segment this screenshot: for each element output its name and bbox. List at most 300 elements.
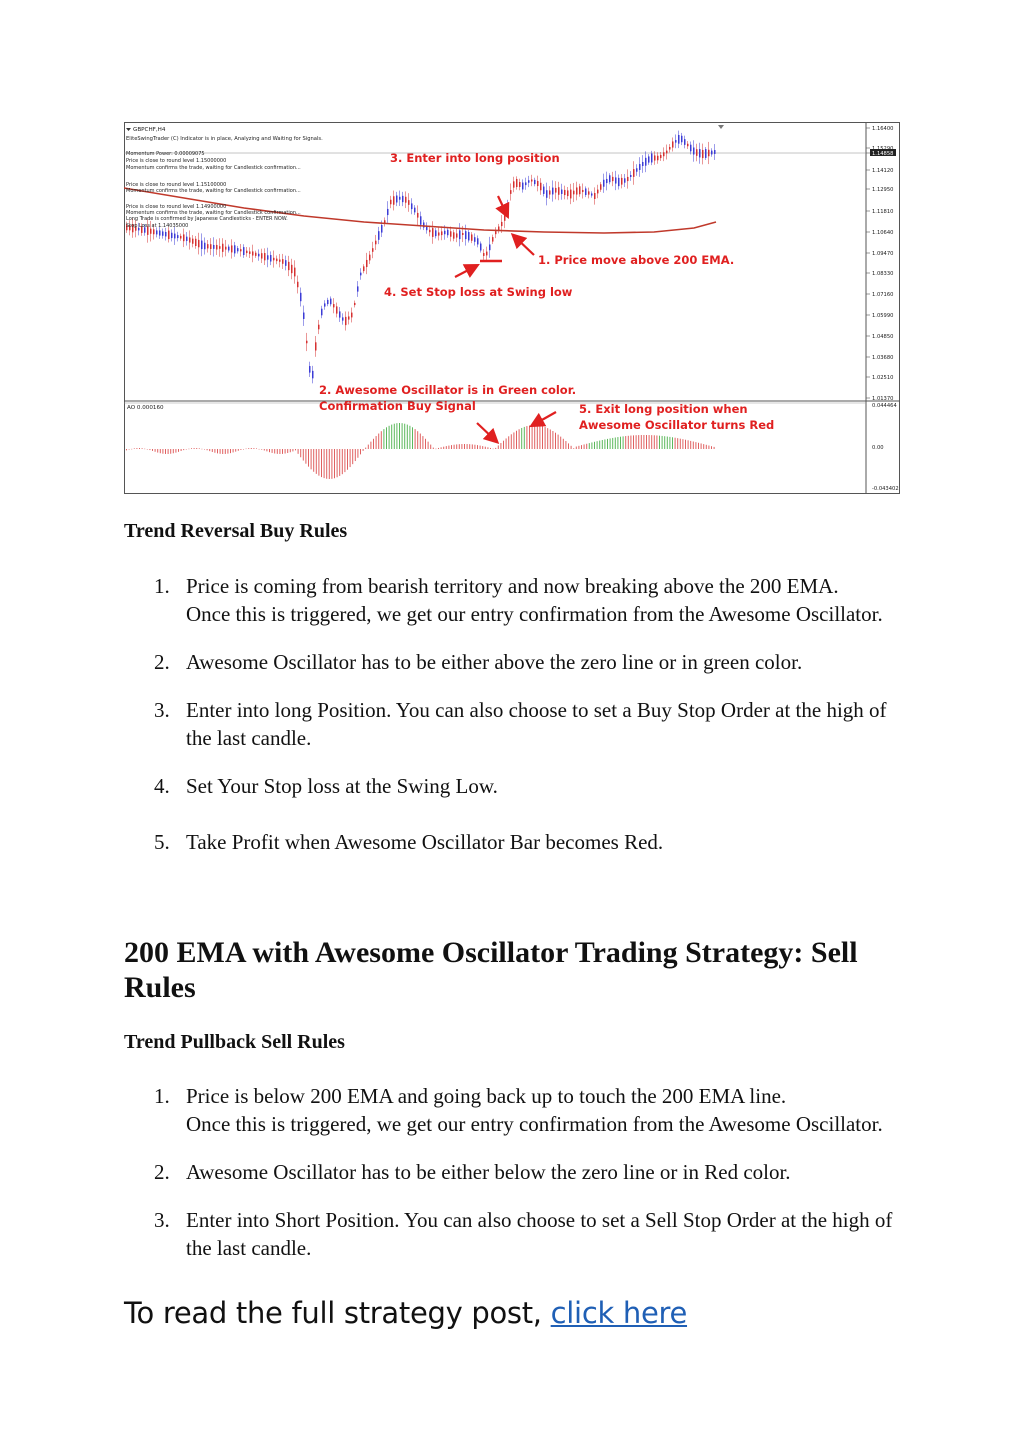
ao-bar <box>438 448 439 449</box>
candle-body <box>459 230 461 239</box>
candle-body <box>303 313 305 319</box>
sell-rules-title: 200 EMA with Awesome Oscillator Trading Strategy: Sell Rules <box>124 936 858 1004</box>
ao-bar <box>136 448 137 449</box>
ao-bar <box>667 437 668 449</box>
ao-bar <box>586 444 587 449</box>
candle-body <box>678 135 680 144</box>
ao-bar <box>669 437 670 449</box>
candle-body <box>357 286 359 291</box>
list-number: 3. <box>154 698 170 722</box>
candle-body <box>210 244 212 249</box>
candle-body <box>219 246 221 249</box>
ao-bar <box>456 444 457 449</box>
ao-bar <box>422 436 423 449</box>
sell-rules-heading: Trend Pullback Sell Rules <box>124 1031 345 1053</box>
ao-bar <box>235 449 236 452</box>
ao-bar <box>420 434 421 449</box>
ao-bar <box>662 436 663 449</box>
ao-bar <box>602 440 603 449</box>
candle-body <box>696 149 698 156</box>
candle-body <box>330 299 332 305</box>
candle-body <box>483 253 485 256</box>
ao-bar <box>303 449 304 461</box>
ao-tick-label: 0.044464 <box>872 403 897 409</box>
annotation-3: 3. Enter into long position <box>390 151 560 165</box>
candle-body <box>687 144 689 146</box>
list-number: 4. <box>154 774 170 798</box>
ao-bar <box>474 445 475 449</box>
price-tick-label: 1.08330 <box>872 271 894 277</box>
candle-body <box>522 183 524 190</box>
candle-body <box>264 253 266 260</box>
click-here-link[interactable]: click here <box>550 1296 688 1330</box>
candle-body <box>630 175 632 177</box>
ao-bar <box>178 449 179 452</box>
candle-body <box>561 190 563 194</box>
ao-bar <box>321 449 322 477</box>
ao-bar <box>521 428 522 449</box>
chart-symbol: GBPCHF,H4 <box>133 127 166 133</box>
ao-bar <box>207 449 208 450</box>
candle-body <box>405 197 407 203</box>
ao-bar <box>537 425 538 449</box>
ao-bar <box>157 449 158 453</box>
ao-bar <box>529 425 530 449</box>
candle-body <box>279 260 281 262</box>
ao-bar <box>630 436 631 449</box>
ao-bar <box>243 449 244 450</box>
candle-body <box>492 237 494 241</box>
candle-body <box>414 208 416 213</box>
candle-body <box>183 234 185 241</box>
ao-bar <box>682 439 683 449</box>
candle-body <box>504 215 506 221</box>
candle-body <box>189 237 191 242</box>
ao-bar <box>399 423 400 449</box>
ao-bar <box>181 449 182 451</box>
list-text-continued: Once this is triggered, we get our entry confirmation from the Awesome Oscillator. <box>186 602 883 626</box>
candle-body <box>705 149 707 158</box>
list-text: Awesome Oscillator has to be either below the zero line or in Red color. <box>186 1160 791 1184</box>
candle-body <box>288 262 290 270</box>
candle-body <box>540 183 542 191</box>
ao-bar <box>165 449 166 454</box>
ao-bar <box>220 449 221 454</box>
candle-body <box>597 190 599 194</box>
ao-bar <box>188 449 189 450</box>
ao-bar <box>378 434 379 449</box>
ao-bar <box>680 439 681 449</box>
ao-bar <box>305 449 306 464</box>
buy-rule-item-4 <box>124 772 904 800</box>
sell-rule-item-2 <box>124 1158 904 1186</box>
candle-body <box>315 342 317 350</box>
candle-body <box>663 152 665 156</box>
ao-bar <box>269 449 270 452</box>
candle-body <box>411 203 413 209</box>
candle-body <box>507 206 509 211</box>
candle-body <box>252 251 254 255</box>
ao-bar <box>334 449 335 478</box>
ao-bar <box>555 433 556 449</box>
candle-body <box>216 245 218 250</box>
log-line: Price is close to round level 1.15000000 <box>126 158 227 164</box>
ao-bar <box>324 449 325 478</box>
ao-bar <box>217 449 218 453</box>
candle-body <box>615 177 617 183</box>
ao-bar <box>266 449 267 451</box>
list-number: 1. <box>154 1084 170 1108</box>
candle-body <box>363 266 365 271</box>
ao-bar <box>597 441 598 449</box>
ao-bar <box>664 436 665 449</box>
price-tick-label: 1.10640 <box>872 230 894 236</box>
price-tick-label: 1.05990 <box>872 313 894 319</box>
candle-body <box>564 190 566 195</box>
ao-bar <box>477 445 478 449</box>
ao-bar <box>357 449 358 458</box>
chart-indicator-line: EliteSwingTrader (C) Indicator is in place, Analyzing and Waiting for Signals. <box>126 136 323 142</box>
ao-bar <box>131 449 132 450</box>
ao-bar <box>196 448 197 449</box>
ao-bar <box>435 449 436 450</box>
candle-body <box>567 190 569 196</box>
candle-body <box>555 188 557 193</box>
candle-body <box>378 231 380 240</box>
ao-bar <box>261 449 262 450</box>
ao-bar <box>565 441 566 449</box>
list-text: Take Profit when Awesome Oscillator Bar becomes Red. <box>186 830 664 854</box>
ao-bar <box>558 435 559 449</box>
log-line: Momentum confirms the trade, waiting for Candlestick confirmation... <box>126 210 301 216</box>
candle-body <box>624 178 626 182</box>
candle-body <box>579 186 581 194</box>
buy-rule-item-2 <box>124 648 904 676</box>
candle-body <box>468 232 470 240</box>
ao-bar <box>573 448 574 449</box>
candle-body <box>333 304 335 307</box>
annotation-2-line2: Confirmation Buy Signal <box>319 399 476 413</box>
ao-bar <box>370 442 371 449</box>
candle-body <box>318 325 320 330</box>
buy-rule-item-3 <box>124 696 904 752</box>
ao-bar <box>703 444 704 449</box>
candle-body <box>327 300 329 304</box>
ao-bar <box>337 449 338 477</box>
ao-bar <box>581 445 582 449</box>
ao-bar <box>623 436 624 449</box>
candle-body <box>402 196 404 202</box>
ao-bar <box>701 443 702 449</box>
ao-bar <box>298 449 299 454</box>
ao-bar <box>256 448 257 449</box>
ao-bar <box>365 448 366 449</box>
candle-body <box>549 190 551 194</box>
ao-bar <box>467 444 468 449</box>
candle-body <box>381 225 383 233</box>
candle-body <box>429 230 431 232</box>
candle-body <box>651 154 653 163</box>
ao-bar <box>708 445 709 449</box>
candle-body <box>642 162 644 166</box>
price-tick-label: 1.07160 <box>872 292 894 298</box>
ao-bar <box>350 449 351 467</box>
ao-bar <box>147 449 148 450</box>
ao-bar <box>376 436 377 449</box>
candle-body <box>573 191 575 195</box>
candle-body <box>249 251 251 253</box>
ao-bar <box>246 449 247 450</box>
ao-bar <box>511 434 512 449</box>
ao-bar <box>368 445 369 449</box>
ao-bar <box>576 447 577 449</box>
ao-bar <box>295 449 296 450</box>
ao-bar <box>287 449 288 453</box>
ao-bar <box>168 449 169 454</box>
candle-body <box>609 175 611 182</box>
candle-body <box>453 232 455 238</box>
candle-body <box>207 244 209 248</box>
candle-body <box>444 231 446 235</box>
candle-body <box>612 177 614 181</box>
candle-body <box>387 209 389 215</box>
candle-body <box>258 254 260 257</box>
ao-bar <box>248 448 249 449</box>
ao-bar <box>214 449 215 453</box>
ao-bar <box>183 449 184 450</box>
candle-body <box>690 145 692 152</box>
ao-bar <box>672 437 673 449</box>
list-number: 5. <box>154 830 170 854</box>
price-tick-label: 1.02510 <box>872 375 894 381</box>
candle-body <box>594 193 596 199</box>
candle-body <box>519 182 521 187</box>
candle-body <box>300 293 302 301</box>
ao-bar <box>633 435 634 449</box>
candle-body <box>354 303 356 305</box>
ao-bar <box>342 449 343 474</box>
annotation-5-line1: 5. Exit long position when <box>579 402 748 416</box>
ao-bar <box>194 448 195 449</box>
buy-rules-list <box>124 572 904 876</box>
ao-bar <box>578 446 579 449</box>
ao-bar <box>620 437 621 449</box>
ao-bar <box>604 439 605 449</box>
ao-bar <box>417 431 418 449</box>
list-number: 3. <box>154 1208 170 1232</box>
ao-bar <box>506 438 507 449</box>
candle-body <box>432 228 434 237</box>
candle-body <box>672 141 674 147</box>
candle-body <box>648 156 650 162</box>
ao-bar <box>646 435 647 449</box>
ao-bar <box>695 442 696 449</box>
ao-bar <box>279 449 280 454</box>
candle-body <box>177 235 179 238</box>
candle-body <box>546 190 548 198</box>
candle-body <box>324 303 326 306</box>
candle-body <box>693 148 695 155</box>
candle-body <box>576 187 578 194</box>
candle-body <box>240 249 242 251</box>
ao-bar <box>300 449 301 457</box>
ao-bar <box>516 431 517 449</box>
ao-bar <box>402 423 403 449</box>
ao-bar <box>446 446 447 449</box>
ao-bar <box>659 436 660 449</box>
ao-bar <box>441 447 442 449</box>
candle-body <box>588 191 590 194</box>
candle-body <box>153 229 155 234</box>
ao-bar <box>251 448 252 449</box>
ao-bar <box>329 449 330 479</box>
trading-chart-screenshot <box>124 122 900 494</box>
ao-bar <box>568 443 569 449</box>
ao-bar <box>222 449 223 454</box>
ao-bar <box>339 449 340 476</box>
ao-bar <box>240 449 241 450</box>
ao-bar <box>313 449 314 472</box>
ao-bar <box>641 435 642 449</box>
ao-bar <box>547 428 548 449</box>
list-number: 2. <box>154 650 170 674</box>
candle-body <box>531 179 533 181</box>
ao-bar <box>139 448 140 449</box>
candle-body <box>270 255 272 261</box>
candle-body <box>456 233 458 237</box>
candle-body <box>366 260 368 267</box>
ao-bar <box>209 449 210 451</box>
candle-body <box>501 222 503 226</box>
price-tick-label: 1.12950 <box>872 187 894 193</box>
candle-body <box>582 190 584 192</box>
candle-body <box>534 180 536 184</box>
ao-bar <box>360 449 361 454</box>
ao-bar <box>199 448 200 449</box>
ao-bar <box>482 446 483 449</box>
log-line: Momentum confirms the trade, waiting for Candlestick confirmation... <box>126 188 301 194</box>
candle-body <box>711 151 713 155</box>
ao-bar <box>412 427 413 449</box>
candle-body <box>495 231 497 234</box>
candle-body <box>627 177 629 181</box>
ao-bar <box>636 435 637 449</box>
candle-body <box>201 241 203 249</box>
ao-bar <box>464 444 465 449</box>
candle-body <box>237 248 239 251</box>
ao-bar <box>534 425 535 449</box>
sell-rule-item-1 <box>124 1082 904 1138</box>
price-tick-label: 1.11810 <box>872 209 894 215</box>
candle-body <box>204 243 206 249</box>
ao-bar <box>526 426 527 449</box>
annotation-2-line1: 2. Awesome Oscillator is in Green color. <box>319 383 577 397</box>
candle-body <box>669 147 671 149</box>
ao-bar <box>381 431 382 449</box>
ao-bar <box>144 449 145 450</box>
ao-bar <box>155 449 156 452</box>
ao-bar <box>472 444 473 449</box>
ao-bar <box>519 429 520 449</box>
candle-body <box>186 237 188 241</box>
ao-bar <box>430 445 431 449</box>
ao-bar <box>433 448 434 449</box>
ao-bar <box>373 439 374 449</box>
ao-bar <box>459 444 460 449</box>
candle-body <box>276 259 278 261</box>
ao-bar <box>186 449 187 450</box>
candle-body <box>417 213 419 218</box>
list-text: Enter into Short Position. You can also choose to set a Sell Stop Order at the high of the last candle. <box>186 1208 893 1260</box>
candle-body <box>699 149 701 157</box>
ao-bar <box>615 437 616 449</box>
ao-bar <box>591 442 592 449</box>
ao-bar <box>173 449 174 453</box>
candle-body <box>393 196 395 204</box>
price-tick-label: 1.03680 <box>872 355 894 361</box>
log-line: Price is close to round level 1.14900000 <box>126 204 227 210</box>
ao-bar <box>443 447 444 449</box>
ao-bar <box>331 449 332 479</box>
ao-bar <box>560 437 561 449</box>
candle-body <box>465 231 467 239</box>
candle-body <box>474 237 476 242</box>
candle-body <box>558 187 560 195</box>
candle-body <box>552 188 554 195</box>
candle-body <box>675 140 677 143</box>
candle-body <box>606 179 608 183</box>
ao-bar <box>352 449 353 464</box>
ao-bar <box>599 441 600 449</box>
candle-body <box>660 155 662 158</box>
candle-body <box>441 231 443 235</box>
ao-bar <box>448 446 449 449</box>
ao-bar <box>542 426 543 449</box>
ao-bar <box>698 443 699 449</box>
list-text: Set Your Stop loss at the Swing Low. <box>186 774 498 798</box>
ao-bar <box>490 448 491 449</box>
ao-bar <box>389 426 390 449</box>
candle-body <box>489 244 491 250</box>
ao-bar <box>238 449 239 451</box>
log-line: Momentum confirms the trade, waiting for Candlestick confirmation... <box>126 165 301 171</box>
ao-bar <box>204 449 205 450</box>
candle-body <box>438 232 440 235</box>
log-line: Stop Loss at 1.14035000 <box>126 223 189 229</box>
ao-bar <box>607 439 608 449</box>
candle-body <box>222 244 224 252</box>
ao-bar <box>539 426 540 449</box>
candle-body <box>618 178 620 186</box>
ao-bar <box>498 445 499 449</box>
annotation-1: 1. Price move above 200 EMA. <box>538 253 735 267</box>
candle-body <box>255 253 257 256</box>
ao-bar <box>277 449 278 454</box>
ao-bar <box>292 449 293 451</box>
candle-body <box>645 158 647 166</box>
ao-tick-label: -0.043402 <box>872 486 899 492</box>
candle-body <box>666 151 668 154</box>
sell-rules-list <box>124 1082 904 1282</box>
candle-body <box>267 255 269 259</box>
candle-body <box>372 248 374 252</box>
ao-bar <box>487 447 488 449</box>
candle-body <box>684 139 686 145</box>
ao-bar <box>485 447 486 449</box>
candle-body <box>231 245 233 252</box>
ao-bar <box>311 449 312 469</box>
candle-body <box>396 196 398 203</box>
